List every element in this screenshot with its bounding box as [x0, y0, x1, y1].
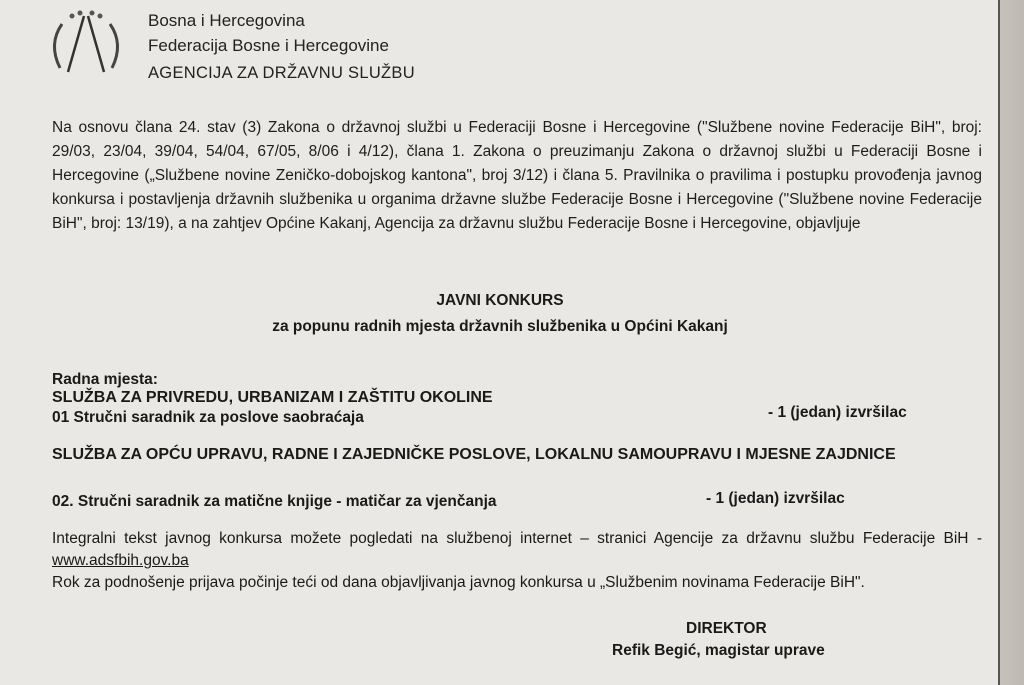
notice-subtitle: za popunu radnih mjesta državnih službenika u Općini Kakanj: [272, 318, 728, 335]
intro-paragraph: Na osnovu člana 24. stav (3) Zakona o državnoj službi u Federaciji Bosne i Hercegovine ("Službene novine Federacije BiH", broj: 29/03, 23/04, 39/04, 54/04, 67/05, 8/06 i 4/12), člana 1. Zakona o preuzimanju Zakona o državnoj službi u Federaciji Bosne i Hercegovine („Službene novine Zeničko-dobojskog kantona", broj 3/12) i člana 5. Pravilnika o pravilima i postupku provođenja javnog konkursa i postavljenja državnih službenika u organima državne službe Federacije Bosne i Hercegovine ("Službene novine Federacije BiH", broj: 13/19), a na zahtjev Općine Kakanj, Agencija za državnu službu Federacije Bosne i Hercegovine, objavljuje: [52, 119, 982, 232]
agency-logo-icon: [44, 10, 128, 82]
position-1-count: - 1 (jedan) izvršilac: [768, 404, 907, 421]
header-federation: Federacija Bosne i Hercegovine: [148, 36, 389, 55]
header-country: Bosna i Hercegovina: [148, 11, 305, 30]
header-agency: AGENCIJA ZA DRŽAVNU SLUŽBU: [148, 64, 415, 82]
position-2-count: - 1 (jedan) izvršilac: [706, 490, 845, 507]
closing-text-2: Rok za podnošenje prijava počinje teći od dana objavljivanja javnog konkursa u „Službenim novinama Federacije BiH".: [52, 574, 865, 591]
closing-paragraph: [52, 528, 982, 594]
position-1-title: 01 Stručni saradnik za poslove saobraćaja: [52, 409, 364, 426]
service-2-name: SLUŽBA ZA OPĆU UPRAVU, RADNE I ZAJEDNIČKE POSLOVE, LOKALNU SAMOUPRAVU I MJESNE ZAJDNICE: [52, 446, 896, 463]
signature-role: DIREKTOR: [686, 620, 767, 637]
closing-text-1: Integralni tekst javnog konkursa možete pogledati na službenoj internet – stranici Agencije za državnu službu Federacije BiH -: [52, 530, 982, 547]
service-1-name: SLUŽBA ZA PRIVREDU, URBANIZAM I ZAŠTITU OKOLINE: [52, 389, 493, 406]
agency-website-link[interactable]: www.adsfbih.gov.ba: [52, 552, 189, 569]
signature-name: Refik Begić, magistar uprave: [612, 642, 825, 659]
notice-title: JAVNI KONKURS: [436, 292, 564, 309]
positions-label: Radna mjesta:: [52, 371, 158, 388]
position-2-title: 02. Stručni saradnik za matične knjige - matičar za vjenčanja: [52, 493, 497, 510]
